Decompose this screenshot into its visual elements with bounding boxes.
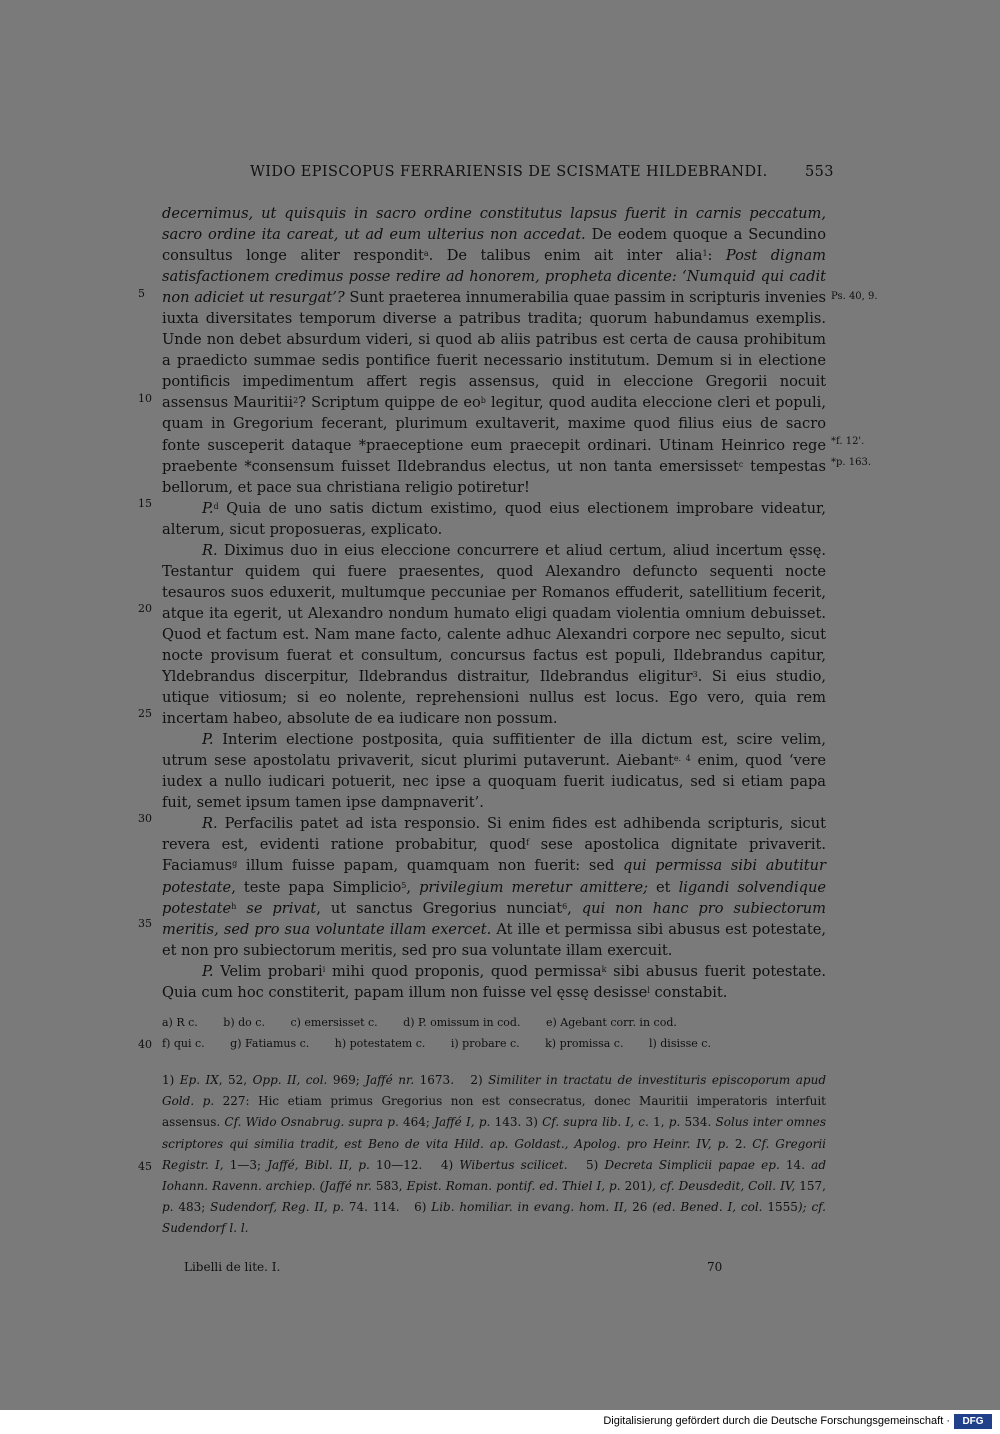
running-title: WIDO EPISCOPUS FERRARIENSIS DE SCISMATE HILDEBRANDI.	[250, 164, 768, 180]
line-number: 45	[138, 1160, 152, 1173]
variant: d) P. omissum in cod.	[403, 1016, 521, 1029]
credit-text: Digitalisierung gefördert durch die Deutsche Forschungsgemeinschaft ·	[603, 1415, 950, 1427]
line-number: 10	[138, 392, 152, 405]
margin-reference: *f. 12'.	[831, 436, 865, 447]
variant: e) Agebant corr. in cod.	[545, 1016, 677, 1029]
variant: g) Fatiamus c.	[230, 1037, 310, 1050]
line-number: 40	[138, 1038, 152, 1051]
line-number: 35	[138, 917, 152, 930]
variant: b) do c.	[223, 1016, 265, 1029]
variant: h) potestatem c.	[334, 1037, 426, 1050]
footer-series: Libelli de lite. I.	[184, 1260, 281, 1274]
textual-variants	[162, 1012, 826, 1054]
variant: c) emersisset c.	[290, 1016, 378, 1029]
variant-row	[162, 1012, 826, 1033]
credit-bar	[0, 1410, 1000, 1434]
dfg-logo: DFG	[954, 1414, 992, 1429]
line-number: 20	[138, 602, 152, 615]
footer-sheet-number: 70	[707, 1260, 723, 1274]
line-number: 5	[138, 287, 145, 300]
variant: a) R c.	[162, 1016, 198, 1029]
margin-reference: *p. 163.	[831, 457, 872, 468]
footnotes: 1) Ep. IX, 52, Opp. II, col. 969; Jaffé nr. 1673. 2) Similiter in tractatu de investituris episcoporum apud Gold. p. 227: Hic etiam primus Gregorius non est consecratus, donec Mauritii imperatoris interfuit assensus. Cf. Wido Osnabrug. supra p. 464; Jaffé I, p. 143. 3) Cf. supra lib. I, c. 1, p. 534. Solus inter omnes scriptores qui similia tradit, est Beno de vita Hild. ap. Goldast., Apolog. pro Heinr. IV, p. 2. Cf. Gregorii Registr. I, 1—3; Jaffé, Bibl. II, p. 10—12. 4) Wibertus scilicet. 5) Decreta Simplicii papae ep. 14. ad Iohann. Ravenn. archiep. (Jaffé nr. 583, Epist. Roman. pontif. ed. Thiel I, p. 201), cf. Deusdedit, Coll. IV, 157, p. 483; Sudendorf, Reg. II, p. 74. 114. 6) Lib. homiliar. in evang. hom. II, 26 (ed. Bened. I, col. 1555); cf. Sudendorf l. l.	[162, 1073, 827, 1236]
line-number: 30	[138, 812, 152, 825]
page-number: 553	[805, 164, 834, 180]
main-text: decernimus, ut quisquis in sacro ordine constitutus lapsus fuerit in carnis peccatum, sacro ordine ita careat, ut ad eum ulterius non accedat. De eodem quoque a Secundino consultus longe aliter respondit$^a$. De talibus enim ait inter alia$^1$: Post dignam satisfactionem credimus posse redire ad honorem, propheta dicente: ‘Numquid qui cadit non adiciet ut resurgat’? Sunt praeterea innumerabilia quae passim in scripturis invenies iuxta diversitates temporum diverse a patribus tradita; quorum habundamus exemplis. Unde non debet absurdum videri, si quod ab aliis patribus est certa de causa prohibitum a praedicto summae sedis pontifice fuerit necessario institutum. Demum si in electione pontificis impedimentum affert regis assensus, quid in eleccione Gregorii nocuit assensus Mauritii$^2$? Scriptum quippe de $eo^b$ legitur, quod audita eleccione cleri et populi, quam in Gregorium fecerant, plurimum exultaverit, maxime quod filius eius de sacro fonte susceperit dataque *praeceptione eum praecepit ordinari. Utinam Heinrico rege praebente *consensum fuisset Ildebrandus electus, ut non tanta emersisset$^c$ tempestas bellorum, et pace sua christiana religio potiretur! P.$^d$ Quia de uno satis dictum existimo, quod eius electionem improbare videatur, alterum, sicut proposueras, explicato. R. Diximus duo in eius eleccione concurrere et aliud certum, aliud incertum ęssę. Testantur quidem qui fuere praesentes, quod Alexandro defuncto sequenti nocte tesauros suos eduxerit, multumque peccuniae per Romanos effuderit, satellitium fecerit, atque ita egerit, ut Alexandro nondum humato eligi quadam violentia omnium debuisset. Quod et factum est. Nam mane facto, calente adhuc Alexandri corpore nec sepulto, sicut nocte provisum fuerat et consultum, concursus factus est populi, Ildebrandus capitur, Yldebrandus discerpitur, Ildebrandus distraitur, Ildebrandus eligitur$^3$. Si eius studio, utique vitiosum; si eo nolente, reprehensioni nullus est locus. Ego vero, quia rem incertam habeo, absolute de ea iudicare non possum. P. Interim electione postposita, quia suffitienter de illa dictum est, scire velim, utrum sese apostolatu privaverit, sicut plurimi putaverunt. Aiebant$^{e. 4}$ enim, quod ‘vere iudex a nullo iudicari potuerit, nec ipse a quoquam fuerit iudicatus, sed si etiam papa fuit, semet ipsum tamen ipse dampnaverit’. R. Perfacilis patet ad ista responsio. Si enim fides est adhibenda scripturis, sicut revera est, evidenti ratione probabitur, quod$^f$ sese apostolica dignitate privaverit. Faciamus$^g$ illum fuisse papam, quamquam non fuerit: sed qui permissa sibi abutitur potestate, teste papa Simplicio$^5$, privilegium meretur amittere; et ligandi solvendique potestate$^h$ se privat, ut sanctus Gregorius nunciat$^6$, qui non hanc pro subiectorum meritis, sed pro sua voluntate illam exercet. At ille et permissa sibi abusus est potestate, et non pro subiectorum meritis, sed pro sua voluntate illam exercuit. P. Velim probari$^i$ mihi quod proponis, quod permissa$^k$ sibi abusus fuerit potestate. Quia cum hoc constiterit, papam illum non fuisse vel ęssę desisse$^l$ constabit.	[162, 205, 827, 1001]
variant-row	[162, 1033, 826, 1054]
margin-reference: Ps. 40, 9.	[831, 291, 878, 302]
line-number: 25	[138, 707, 152, 720]
line-number: 15	[138, 497, 152, 510]
variant: l) disisse c.	[648, 1037, 711, 1050]
variant: f) qui c.	[162, 1037, 205, 1050]
variant: i) probare c.	[450, 1037, 520, 1050]
variant: k) promissa c.	[545, 1037, 624, 1050]
